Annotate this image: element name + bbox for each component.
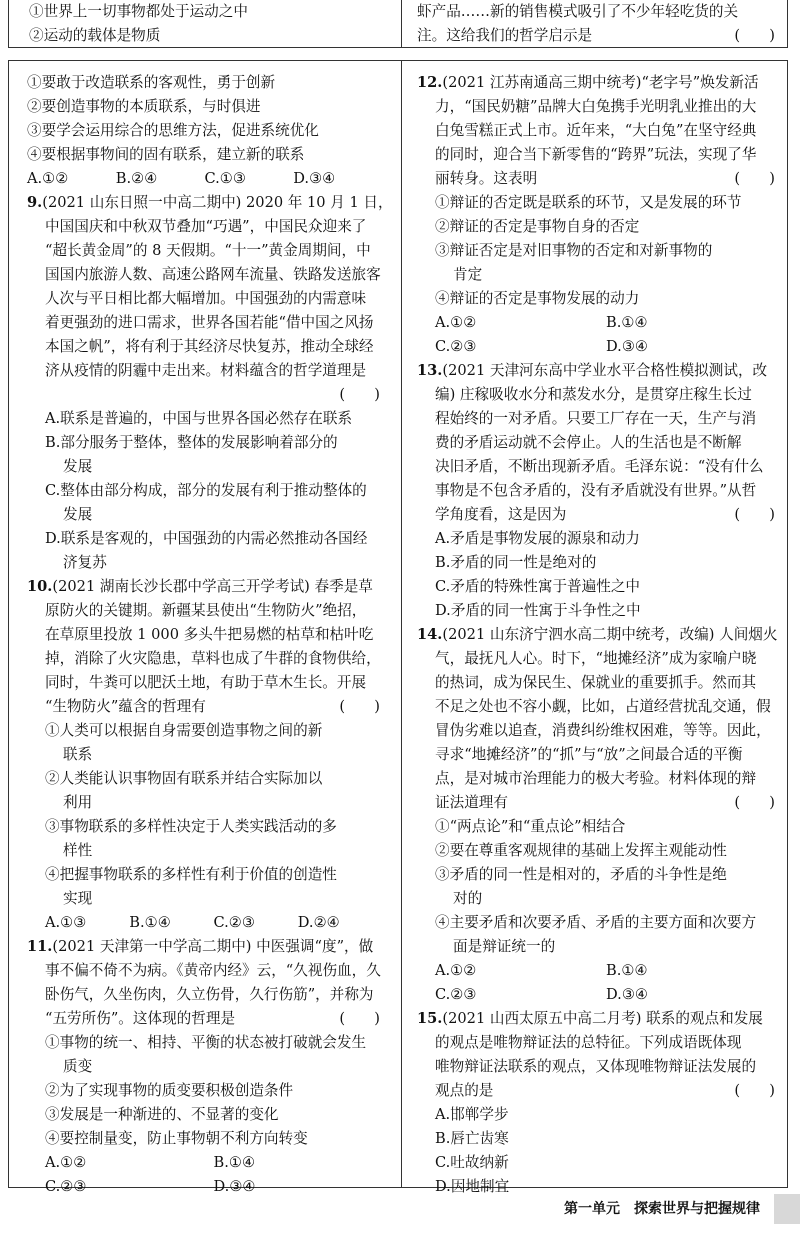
answer-blank: ( ) — [734, 27, 775, 44]
choice-c: C.矛盾的特殊性寓于普遍性之中 — [435, 578, 641, 595]
choice-a: A.联系是普遍的，中国与世界各国必然存在联系 — [45, 410, 353, 427]
question-text-line: 不足之处也不容小觑，比如，占道经营扰乱交通，假 — [435, 698, 771, 715]
question-text-line: 白兔雪糕正式上市。近年来，“大白兔”在坚守经典 — [435, 122, 757, 139]
question-10 — [27, 575, 382, 935]
choice-c: C.②③ — [45, 1178, 87, 1195]
option: ②要在尊重客观规律的基础上发挥主观能动性 — [435, 842, 727, 859]
answer-choices — [27, 1151, 382, 1175]
option: ④把握事物联系的多样性有利于价值的创造性 — [45, 866, 337, 883]
choice-a: A.①② — [45, 1154, 87, 1171]
question-number: 12. — [417, 74, 443, 91]
question-text-line: 丽转身。这表明 ( ) — [417, 167, 777, 191]
question-text-line: 15.(2021 山西太原五中高二月考) 联系的观点和发展 — [417, 1010, 763, 1027]
question-9 — [27, 191, 393, 575]
question-text-line: 决旧矛盾，不断出现新矛盾。毛泽东说：“没有什么 — [435, 458, 764, 475]
option: ①世界上一切事物都处于运动之中 — [29, 3, 248, 20]
choice-d: D.矛盾的同一性寓于斗争性之中 — [435, 602, 641, 619]
choice-c-cont: 发展 — [63, 506, 93, 523]
question-12 — [417, 71, 777, 359]
choice-d: D.③④ — [213, 1178, 256, 1195]
question-text-line: 气，最抚凡人心。时下，“地摊经济”成为家喻户晓 — [435, 650, 757, 667]
option: ④辩证的否定是事物发展的动力 — [435, 290, 640, 307]
option-cont: 样性 — [63, 842, 93, 859]
option-cont: 利用 — [63, 794, 93, 811]
question-15 — [417, 1007, 777, 1199]
answer-choices — [417, 311, 777, 335]
right-column — [417, 71, 777, 1199]
choice-d: D.③④ — [293, 170, 336, 187]
option-cont: 对的 — [453, 890, 483, 907]
choice-b: B.①④ — [129, 914, 171, 931]
answer-blank: ( ) — [734, 794, 775, 811]
left-column — [27, 71, 393, 1199]
question-text-line: 国国内旅游人数、高速公路网车流量、铁路发送旅客 — [45, 266, 381, 283]
question-text-line: “超长黄金周”的 8 天假期。“十一”黄金周期间，中 — [45, 242, 371, 259]
unit-title: 第一单元 探索世界与把握规律 — [564, 1201, 760, 1217]
option: ①要敢于改造联系的客观性，勇于创新 — [27, 74, 276, 91]
choice-d: D.②④ — [297, 914, 340, 931]
question-number: 10. — [27, 578, 53, 595]
choice-b: B.①④ — [213, 1154, 256, 1171]
question-text-line: 14.(2021 山东济宁泗水高二期中统考，改编) 人间烟火 — [417, 626, 778, 643]
question-number: 9. — [27, 194, 43, 211]
question-number: 13. — [417, 362, 443, 379]
answer-blank: ( ) — [339, 698, 380, 715]
choice-c: C.整体由部分构成，部分的发展有利于推动整体的 — [45, 482, 367, 499]
question-text-line: 程始终的一对矛盾。只要工厂存在一天，生产与消 — [435, 410, 757, 427]
choice-a: A.邯郸学步 — [435, 1106, 509, 1123]
question-text-line: 事不偏不倚不为病。《黄帝内经》云，“久视伤血，久 — [45, 962, 381, 979]
question-number: 15. — [417, 1010, 443, 1027]
question-text-line: 事物是不包含矛盾的，没有矛盾就没有世界。”从哲 — [435, 482, 757, 499]
answer-blank: ( ) — [734, 170, 775, 187]
page-tab-marker — [774, 1194, 800, 1224]
answer-choices — [27, 911, 382, 935]
option: ③发展是一种渐进的、不显著的变化 — [45, 1106, 279, 1123]
choice-a: A.①② — [435, 962, 477, 979]
question-text-line: 本国之帆”，将有利于其经济尽快复苏，推动全球经 — [45, 338, 374, 355]
question-text-line: 9.(2021 山东日照一中高二期中) 2020 年 10 月 1 日， — [27, 194, 393, 211]
question-text-line: 中国国庆和中秋双节叠加“巧遇”，中国民众迎来了 — [45, 218, 367, 235]
choice-b-cont: 发展 — [63, 458, 93, 475]
choice-c: C.①③ — [204, 170, 246, 187]
answer-blank: ( ) — [339, 386, 380, 403]
question-text-line: 观点的是 ( ) — [417, 1079, 777, 1103]
choice-c: C.②③ — [435, 338, 477, 355]
choice-a: A.①② — [435, 314, 477, 331]
option: ②要创造事物的本质联系，与时俱进 — [27, 98, 261, 115]
choice-d: D.③④ — [606, 338, 648, 355]
question-text-line: 唯物辩证法联系的观点，又体现唯物辩证法发展的 — [435, 1058, 757, 1075]
option: ④主要矛盾和次要矛盾、矛盾的主要方面和次要方 — [435, 914, 757, 931]
option: ②为了实现事物的质变要积极创造条件 — [45, 1082, 294, 1099]
answer-choices — [417, 335, 777, 359]
question-text-line: 的热词，成为保民生、保就业的重要抓手。然而其 — [435, 674, 757, 691]
answer-choices — [417, 983, 777, 1007]
option-cont: 肯定 — [453, 266, 483, 283]
column-divider — [401, 0, 402, 47]
top-right-text — [417, 0, 777, 48]
choice-a: A.矛盾是事物发展的源泉和动力 — [435, 530, 640, 547]
option: ③事物联系的多样性决定于人类实践活动的多 — [45, 818, 337, 835]
answer-blank: ( ) — [339, 1010, 380, 1027]
option-cont: 实现 — [63, 890, 93, 907]
question-text-line: 卧伤气，久坐伤肉，久立伤骨，久行伤筋”，并称为 — [45, 986, 374, 1003]
choice-a: A.①③ — [45, 914, 87, 931]
question-text-line: 着更强劲的进口需求，世界各国若能“借中国之风扬 — [45, 314, 374, 331]
page-footer — [0, 1194, 800, 1224]
question-text-line: 虾产品……新的销售模式吸引了不少年轻吃货的关 — [417, 3, 739, 20]
main-question-box — [8, 60, 788, 1195]
question-text-line: 12.(2021 江苏南通高三期中统考)“老字号”焕发新活 — [417, 74, 759, 91]
question-number: 14. — [417, 626, 443, 643]
question-14 — [417, 623, 777, 1007]
choice-a: A.①② — [27, 170, 69, 187]
option: ④要控制量变，防止事物朝不利方向转变 — [45, 1130, 308, 1147]
option: ①人类可以根据自身需要创造事物之间的新 — [45, 722, 323, 739]
choice-b: B.②④ — [115, 170, 158, 187]
option-cont: 面是辩证统一的 — [453, 938, 556, 955]
question-text-line: 编) 庄稼吸收水分和蒸发水分，是贯穿庄稼生长过 — [435, 386, 752, 403]
question-text-line: 证法道理有 ( ) — [417, 791, 777, 815]
answer-blank: ( ) — [734, 506, 775, 523]
choice-c: C.②③ — [435, 986, 477, 1003]
choice-c: C.②③ — [213, 914, 255, 931]
choice-d: D.因地制宜 — [435, 1178, 510, 1195]
option-cont: 质变 — [63, 1058, 93, 1075]
question-text-line: 注。这给我们的哲学启示是 ( ) — [417, 24, 777, 48]
question-text-line: 的同时，迎合当下新零售的“跨界”玩法，实现了华 — [435, 146, 757, 163]
question-number: 11. — [27, 938, 53, 955]
choice-b: B.部分服务于整体，整体的发展影响着部分的 — [45, 434, 338, 451]
option-cont: 联系 — [63, 746, 93, 763]
top-continuation-box — [8, 0, 788, 48]
option: ②运动的载体是物质 — [29, 27, 161, 44]
question-text-line: 同时，牛粪可以肥沃土地，有助于草木生长。开展 — [45, 674, 367, 691]
question-text-line: 学角度看，这是因为 ( ) — [417, 503, 777, 527]
question-text-line: 寻求“地摊经济”的“抓”与“放”之间最合适的平衡 — [435, 746, 743, 763]
answer-blank: ( ) — [734, 1082, 775, 1099]
question-text-line: 人次与平日相比都大幅增加。中国强劲的内需意味 — [45, 290, 367, 307]
question-11 — [27, 935, 382, 1199]
question-text-line: 的观点是唯物辩证法的总特征。下列成语既体现 — [435, 1034, 742, 1051]
question-text-line — [27, 383, 382, 407]
question-text-line: 冒伪劣难以追查，消费纠纷维权困难，等等。因此， — [435, 722, 771, 739]
choice-b: B.①④ — [606, 962, 648, 979]
question-text-line: 10.(2021 湖南长沙长郡中学高三开学考试) 春季是草 — [27, 578, 373, 595]
option: ②辩证的否定是事物自身的否定 — [435, 218, 640, 235]
option: ③辩证否定是对旧事物的否定和对新事物的 — [435, 242, 713, 259]
question-text-line: 济从疫情的阴霾中走出来。材料蕴含的哲学道理是 — [45, 362, 367, 379]
option: ①辩证的否定既是联系的环节，又是发展的环节 — [435, 194, 742, 211]
question-text-line: 11.(2021 天津第一中学高二期中) 中医强调“度”，做 — [27, 938, 374, 955]
question-8-continuation — [27, 71, 382, 191]
question-text-line: 在草原里投放 1 000 多头牛把易燃的枯草和枯叶吃 — [45, 626, 374, 643]
column-divider — [401, 61, 402, 1187]
question-text-line: “生物防火”蕴含的哲理有 ( ) — [27, 695, 382, 719]
option: ③矛盾的同一性是相对的，矛盾的斗争性是绝 — [435, 866, 727, 883]
choice-b: B.唇亡齿寒 — [435, 1130, 509, 1147]
option: ③要学会运用综合的思维方法，促进系统优化 — [27, 122, 319, 139]
option: ②人类能认识事物固有联系并结合实际加以 — [45, 770, 323, 787]
question-text-line: 点，是对城市治理能力的极大考验。材料体现的辩 — [435, 770, 757, 787]
question-text-line: “五劳所伤”。这体现的哲理是 ( ) — [27, 1007, 382, 1031]
choice-b: B.矛盾的同一性是绝对的 — [435, 554, 597, 571]
top-left-options — [29, 0, 248, 48]
option: ①事物的统一、相持、平衡的状态被打破就会发生 — [45, 1034, 367, 1051]
choice-d-cont: 济复苏 — [63, 554, 107, 571]
choice-d: D.联系是客观的，中国强劲的内需必然推动各国经 — [45, 530, 368, 547]
question-text-line: 掉，消除了火灾隐患，草料也成了牛群的食物供给， — [45, 650, 381, 667]
question-text-line: 力，“国民奶糖”品牌大白兔携手光明乳业推出的大 — [435, 98, 757, 115]
question-text-line: 13.(2021 天津河东高中学业水平合格性模拟测试，改 — [417, 362, 768, 379]
answer-choices — [27, 167, 382, 191]
choice-c: C.吐故纳新 — [435, 1154, 509, 1171]
question-text-line: 费的矛盾运动就不会停止。人的生活也是不断解 — [435, 434, 742, 451]
option: ①“两点论”和“重点论”相结合 — [435, 818, 626, 835]
choice-b: B.①④ — [606, 314, 648, 331]
question-text-line: 原防火的关键期。新疆某县使出“生物防火”绝招， — [45, 602, 367, 619]
choice-d: D.③④ — [606, 986, 648, 1003]
question-13 — [417, 359, 777, 623]
option: ④要根据事物间的固有联系，建立新的联系 — [27, 146, 305, 163]
answer-choices — [417, 959, 777, 983]
